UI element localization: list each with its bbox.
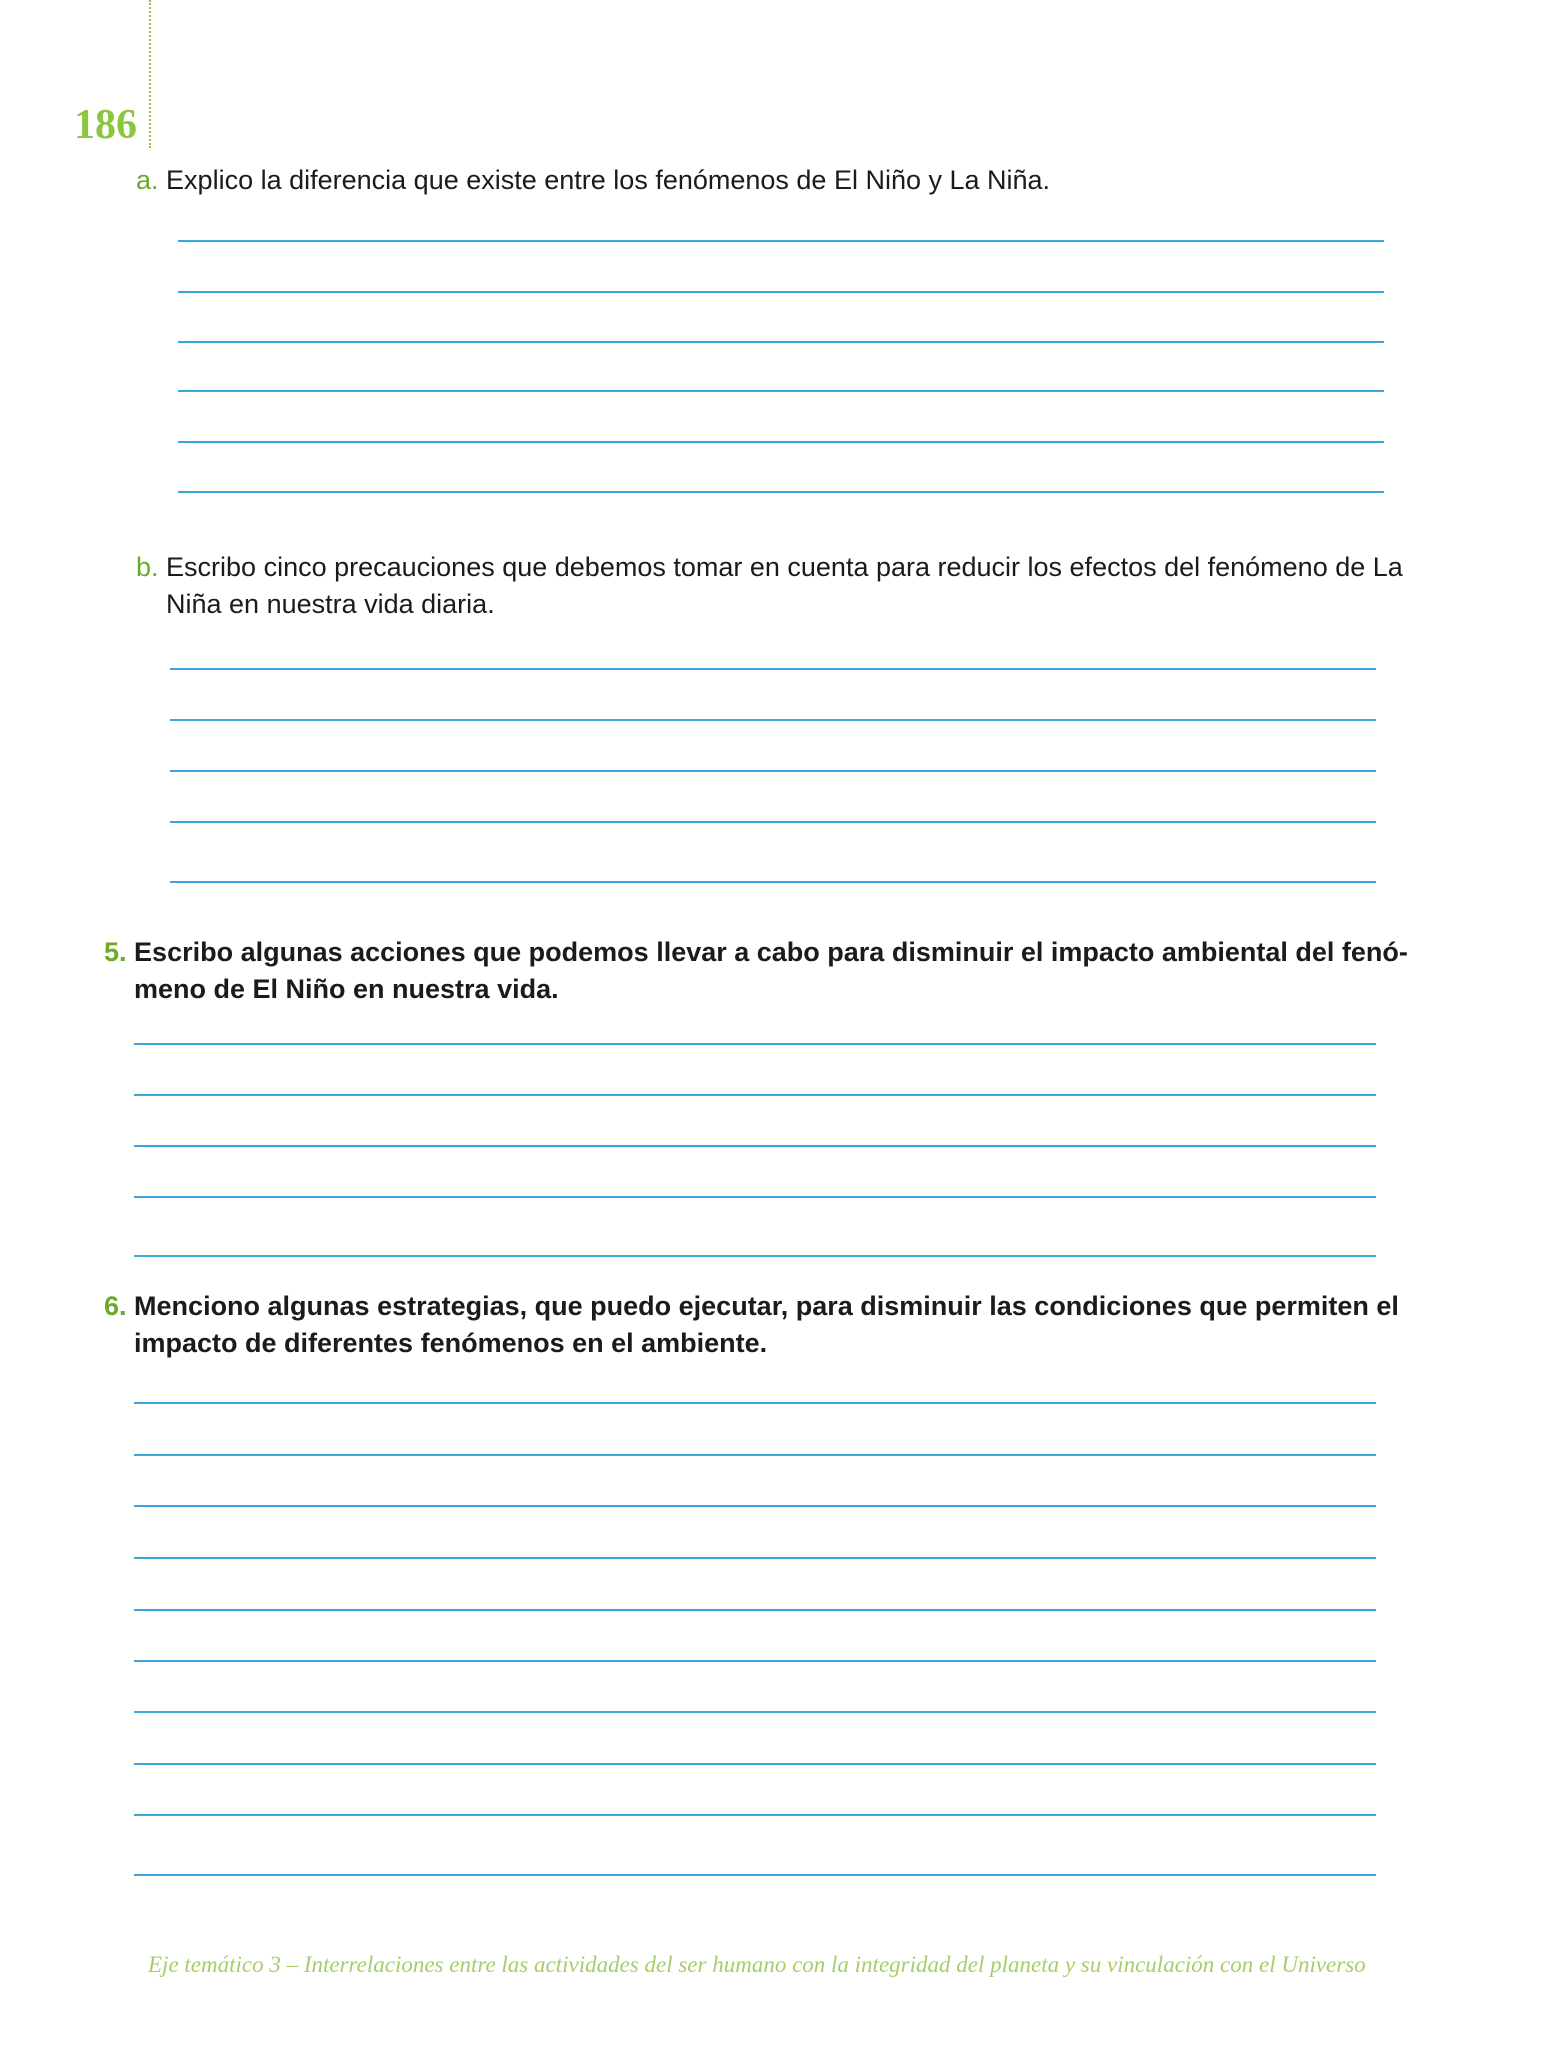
answer-line[interactable] [178,491,1384,493]
question-b-text: Escribo cinco precauciones que debemos tomar en cuenta para reducir los efectos del fenómeno de La Niña en nuestra vida diaria. [166,552,1403,619]
answer-line[interactable] [178,240,1384,242]
answer-line[interactable] [134,1094,1376,1096]
answer-line[interactable] [178,441,1384,443]
answer-line[interactable] [170,719,1376,721]
question-b-marker: b. [136,552,159,582]
answer-line[interactable] [134,1255,1376,1257]
question-b [136,549,1426,623]
question-a-text: Explico la diferencia que existe entre los fenómenos de El Niño y La Niña. [166,165,1051,195]
question-a [136,162,1386,199]
margin-dotted-rule [149,0,151,148]
answer-line[interactable] [178,291,1384,293]
answer-line[interactable] [178,341,1384,343]
answer-line[interactable] [170,881,1376,883]
answer-line[interactable] [134,1874,1376,1876]
answer-line[interactable] [170,668,1376,670]
answer-line[interactable] [134,1505,1376,1507]
question-5 [104,934,1424,1008]
answer-line[interactable] [134,1711,1376,1713]
answer-line[interactable] [134,1402,1376,1404]
answer-line[interactable] [134,1043,1376,1045]
question-5-text: Escribo algunas acciones que podemos llevar a cabo para disminuir el impacto ambiental del fenó-meno de El Niño en nuestra vida. [134,937,1408,1004]
answer-line[interactable] [170,821,1376,823]
question-6-text: Menciono algunas estrategias, que puedo ejecutar, para disminuir las condiciones que permiten el impacto de diferentes fenómenos en el ambiente. [134,1291,1399,1358]
answer-line[interactable] [134,1660,1376,1662]
answer-line[interactable] [134,1763,1376,1765]
answer-line[interactable] [170,770,1376,772]
answer-line[interactable] [134,1196,1376,1198]
question-a-marker: a. [136,165,159,195]
answer-line[interactable] [134,1814,1376,1816]
page-number: 186 [74,102,137,148]
running-footer: Eje temático 3 – Interrelaciones entre las actividades del ser humano con la integridad del planeta y su vinculación con el Universo [148,1952,1366,1977]
answer-line[interactable] [134,1557,1376,1559]
answer-line[interactable] [178,390,1384,392]
answer-line[interactable] [134,1145,1376,1147]
answer-line[interactable] [134,1454,1376,1456]
question-6 [104,1288,1424,1362]
answer-line[interactable] [134,1609,1376,1611]
question-6-marker: 6. [104,1291,127,1321]
question-5-marker: 5. [104,937,127,967]
